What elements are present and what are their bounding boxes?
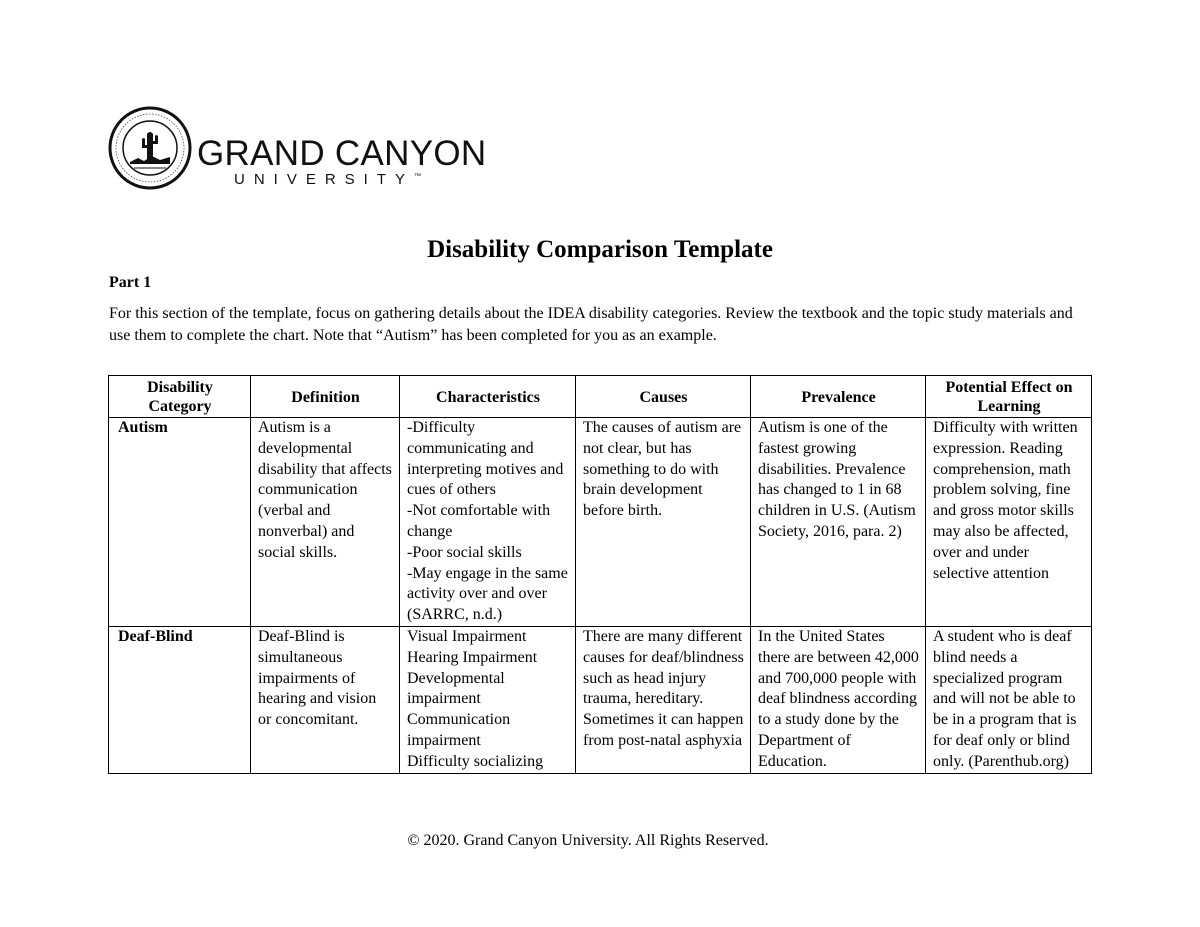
comparison-table bbox=[108, 375, 1092, 774]
definition-cell: Deaf-Blind is simultaneous impairments of hearing and vision or concomitant. bbox=[251, 626, 400, 773]
table-row bbox=[109, 626, 1092, 773]
header-definition: Definition bbox=[251, 376, 400, 418]
category-cell: Deaf-Blind bbox=[109, 626, 251, 773]
table-row bbox=[109, 418, 1092, 627]
causes-cell: The causes of autism are not clear, but has something to do with brain development before birth. bbox=[576, 418, 751, 627]
header-disability-category: Disability Category bbox=[109, 376, 251, 418]
effect-cell: A student who is deaf blind needs a specialized program and will not be able to be in a program that is for deaf only or blind only. (Parenthub.org) bbox=[926, 626, 1092, 773]
category-cell: Autism bbox=[109, 418, 251, 627]
intro-paragraph: For this section of the template, focus on gathering details about the IDEA disability categories. Review the textbook and the topic study materials and use them to complete the chart. Note that “Autism” has been completed for you as an example. bbox=[109, 305, 1073, 344]
header-causes: Causes bbox=[576, 376, 751, 418]
causes-cell: There are many different causes for deaf/blindness such as head injury trauma, hereditary. Sometimes it can happen from post-natal asphyxia bbox=[576, 626, 751, 773]
header-potential-effect: Potential Effect on Learning bbox=[926, 376, 1092, 418]
header-prevalence: Prevalence bbox=[751, 376, 926, 418]
table-header-row bbox=[109, 376, 1092, 418]
copyright-footer: © 2020. Grand Canyon University. All Rights Reserved. bbox=[407, 832, 769, 849]
characteristics-cell: Visual Impairment Hearing Impairment Developmental impairment Communication impairment Difficulty socializing bbox=[400, 626, 576, 773]
definition-cell: Autism is a developmental disability that affects communication (verbal and nonverbal) and social skills. bbox=[251, 418, 400, 627]
prevalence-cell: In the United States there are between 42,000 and 700,000 people with deaf blindness according to a study done by the Department of Education. bbox=[751, 626, 926, 773]
university-logo bbox=[108, 106, 488, 192]
header-characteristics: Characteristics bbox=[400, 376, 576, 418]
logo-subtitle: UNIVERSITY™ bbox=[234, 171, 422, 188]
university-seal-icon bbox=[108, 106, 192, 190]
prevalence-cell: Autism is one of the fastest growing disabilities. Prevalence has changed to 1 in 68 children in U.S. (Autism Society, 2016, para. 2) bbox=[751, 418, 926, 627]
effect-cell: Difficulty with written expression. Reading comprehension, math problem solving, fine and gross motor skills may also be affected, over and under selective attention bbox=[926, 418, 1092, 627]
part-heading: Part 1 bbox=[109, 274, 152, 291]
characteristics-cell: -Difficulty communicating and interpreting motives and cues of others -Not comfortable with change -Poor social skills -May engage in the same activity over and over (SARRC, n.d.) bbox=[400, 418, 576, 627]
logo-wordmark: GRAND CANYON bbox=[197, 134, 487, 173]
page-title: Disability Comparison Template bbox=[427, 236, 773, 263]
